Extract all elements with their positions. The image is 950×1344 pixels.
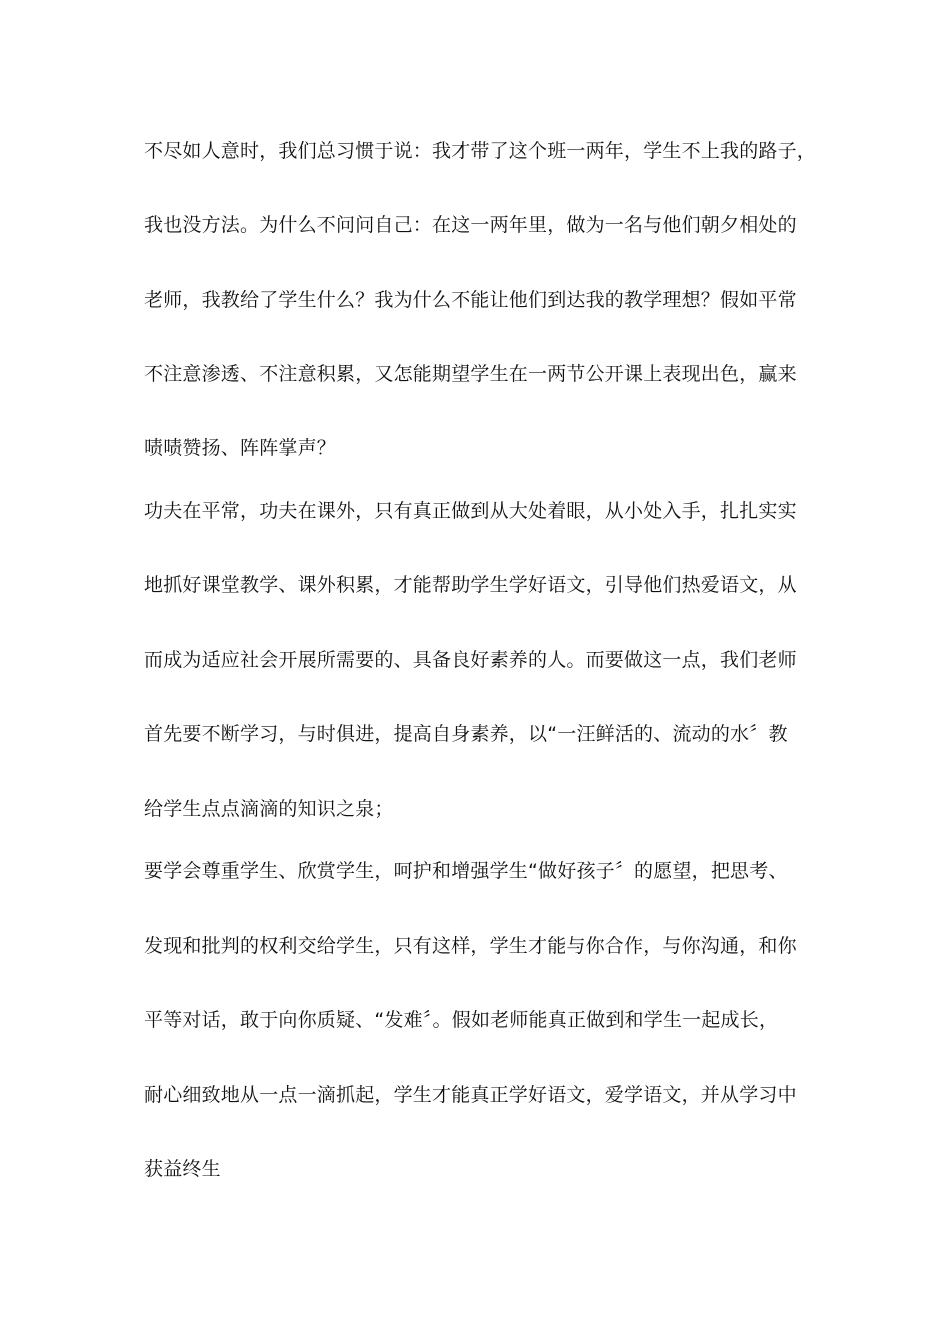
text-line: 不尽如人意时，我们总习惯于说：我才带了这个班一两年，学生不上我的路子，	[144, 140, 817, 162]
text-line: 而成为适应社会开展所需要的、具备良好素养的人。而要做这一点，我们老师	[144, 649, 797, 671]
text-line: 给学生点点滴滴的知识之泉；	[144, 798, 394, 820]
text-line: 耐心细致地从一点一滴抓起，学生才能真正学好语文，爱学语文，并从学习中	[144, 1084, 797, 1106]
text-line: 功夫在平常，功夫在课外，只有真正做到从大处着眼，从小处入手，扎扎实实	[144, 500, 797, 522]
text-line: 我也没方法。为什么不问问自己：在这一两年里，做为一名与他们朝夕相处的	[144, 214, 797, 236]
text-line: 平等对话，敢于向你质疑、“发难〞。假如老师能真正做到和学生一起成长，	[144, 1009, 779, 1031]
text-line: 要学会尊重学生、欣赏学生，呵护和增强学生“做好孩子〞的愿望，把思考、	[144, 860, 788, 882]
text-line: 啧啧赞扬、阵阵掌声？	[144, 437, 337, 459]
text-line: 首先要不断学习，与时俱进，提高自身素养，以“一汪鲜活的、流动的水〞教	[144, 723, 788, 745]
text-line: 发现和批判的权利交给学生，只有这样，学生才能与你合作，与你沟通，和你	[144, 935, 797, 957]
text-line: 老师，我教给了学生什么？我为什么不能让他们到达我的教学理想？假如平常	[144, 289, 797, 311]
text-line: 获益终生	[144, 1158, 221, 1180]
text-line: 不注意渗透、不注意积累，又怎能期望学生在一两节公开课上表现出色，赢来	[144, 363, 797, 385]
text-line: 地抓好课堂教学、课外积累，才能帮助学生学好语文，引导他们热爱语文，从	[144, 574, 797, 596]
